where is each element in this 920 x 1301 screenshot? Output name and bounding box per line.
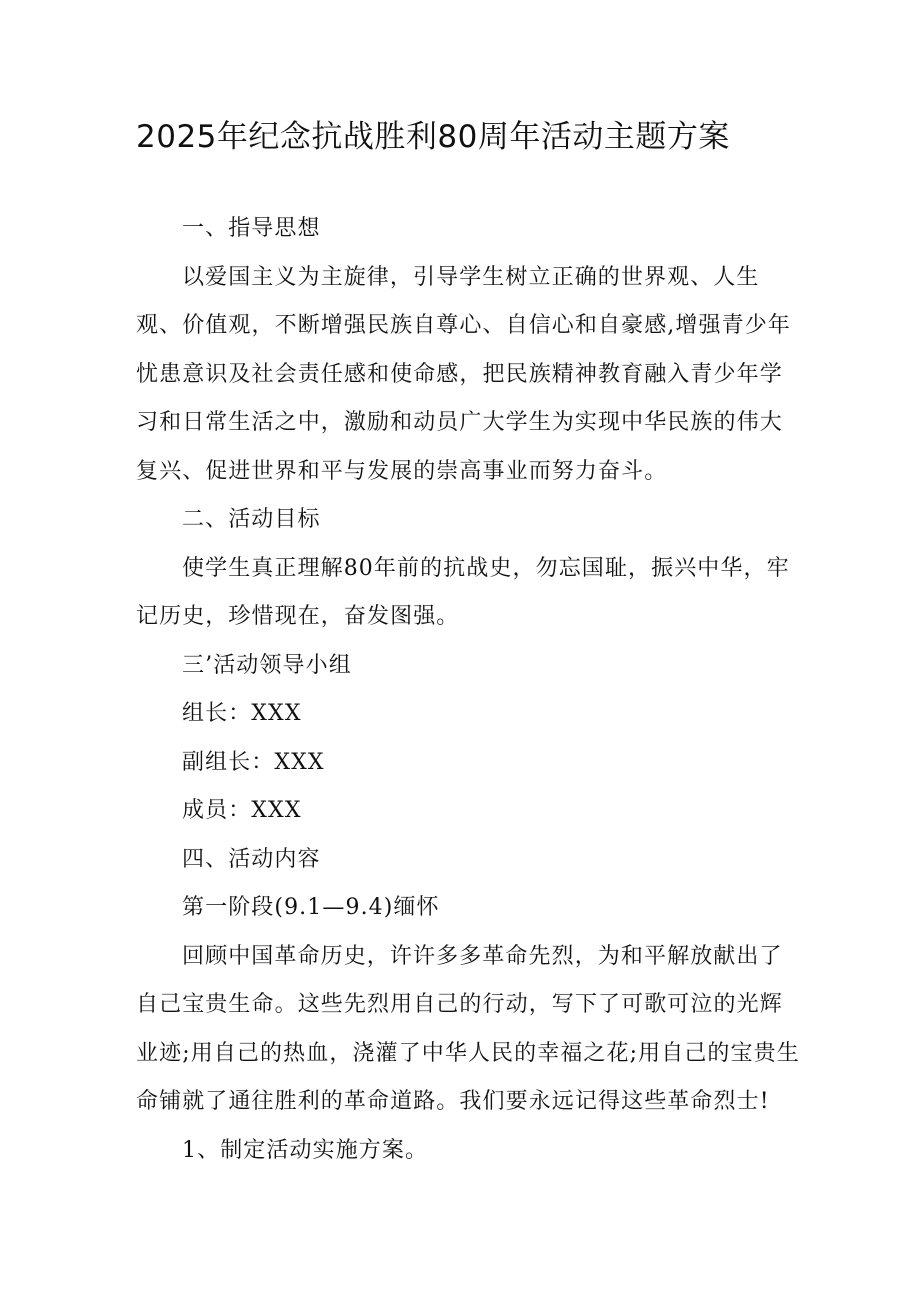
deputy-leader-line: 副组长：XXX [182, 749, 325, 775]
members-line: 成员：XXX [182, 798, 302, 823]
phase-one-paragraph: 回顾中国革命历史，许许多多革命先烈，为和平解放献出了自己宝贵生命。这些先烈用自己的行动，写下了可歌可泣的光辉业迹;用自己的热血，浇灌了中华人民的幸福之花;用自己的宝贵生命铺就了通往胜利的革命道路。我们要永远记得这些革命烈士! [136, 943, 800, 1114]
leader-line: 组长：XXX [182, 701, 302, 726]
list-item-1: 1、制定活动实施方案。 [182, 1137, 429, 1163]
section-heading-guiding-ideology: 一、指导思想 [182, 216, 321, 241]
activity-goals-paragraph: 使学生真正理解80年前的抗战史，勿忘国耻，振兴中华，牢记历史，珍惜现在，奋发图强。 [136, 555, 790, 629]
section-heading-activity-content: 四、活动内容 [182, 846, 321, 872]
guiding-ideology-paragraph: 以爱国主义为主旋律，引导学生树立正确的世界观、人生观、价值观，不断增强民族自尊心、自信心和自豪感,增强青少年忧患意识及社会责任感和使命感，把民族精神教育融入青少年学习和日常生活之中，激励和动员广大学生为实现中华民族的伟大复兴、促进世界和平与发展的崇高事业而努力奋斗。 [136, 264, 791, 484]
phase-one-heading: 第一阶段(9.1—9.4)缅怀 [182, 895, 440, 920]
section-heading-leadership-group: 三’活动领导小组 [182, 652, 352, 678]
document-title: 2025年纪念抗战胜利80周年活动主题方案 [136, 119, 730, 155]
section-heading-activity-goals: 二、活动目标 [182, 507, 321, 532]
document-body [136, 205, 800, 1175]
